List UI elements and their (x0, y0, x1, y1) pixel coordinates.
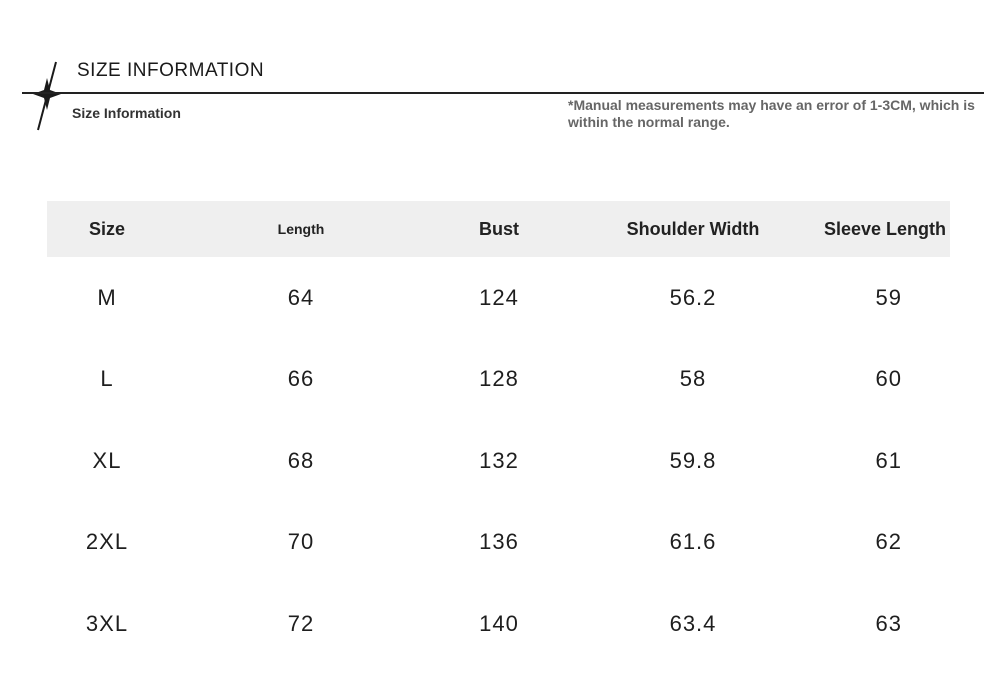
column-header-shoulder-width: Shoulder Width (626, 218, 760, 239)
column-header-size: Size (88, 218, 126, 239)
shoulder-width-cell: 63.4 (669, 610, 717, 636)
table-row (47, 257, 950, 339)
size-table (47, 201, 950, 665)
size-cell: 3XL (85, 610, 129, 636)
page-title: SIZE INFORMATION (77, 60, 265, 81)
size-cell: L (100, 366, 114, 392)
sleeve-length-cell: 60 (875, 366, 902, 392)
length-cell: 68 (287, 447, 315, 473)
table-row (47, 420, 950, 502)
sleeve-length-cell: 59 (875, 284, 902, 310)
length-cell: 64 (287, 284, 315, 310)
bust-cell: 128 (479, 366, 519, 392)
sleeve-length-cell: 63 (875, 610, 902, 636)
table-header-row (47, 201, 950, 257)
length-cell: 70 (287, 529, 315, 555)
header-divider (22, 92, 984, 94)
column-header-sleeve-length: Sleeve Length (823, 218, 946, 239)
size-cell: XL (92, 447, 122, 473)
shoulder-width-cell: 61.6 (669, 529, 717, 555)
size-cell: 2XL (85, 529, 129, 555)
bust-cell: 140 (479, 610, 519, 636)
table-row (47, 583, 950, 665)
bust-cell: 136 (479, 529, 519, 555)
measurement-note: *Manual measurements may have an error of 1-3CM, which is within the normal range. (568, 97, 975, 130)
length-cell: 66 (287, 366, 315, 392)
four-point-star-icon (28, 60, 68, 132)
column-header-bust: Bust (479, 218, 519, 239)
bust-cell: 124 (479, 284, 519, 310)
sleeve-length-cell: 62 (875, 529, 902, 555)
size-cell: M (97, 284, 117, 310)
column-header-length: Length (277, 221, 325, 237)
length-cell: 72 (287, 610, 315, 636)
table-row (47, 339, 950, 421)
shoulder-width-cell: 59.8 (669, 447, 717, 473)
table-row (47, 502, 950, 584)
shoulder-width-cell: 58 (679, 366, 707, 392)
page-subtitle: Size Information (72, 105, 181, 121)
bust-cell: 132 (479, 447, 519, 473)
sleeve-length-cell: 61 (875, 447, 902, 473)
shoulder-width-cell: 56.2 (669, 284, 717, 310)
